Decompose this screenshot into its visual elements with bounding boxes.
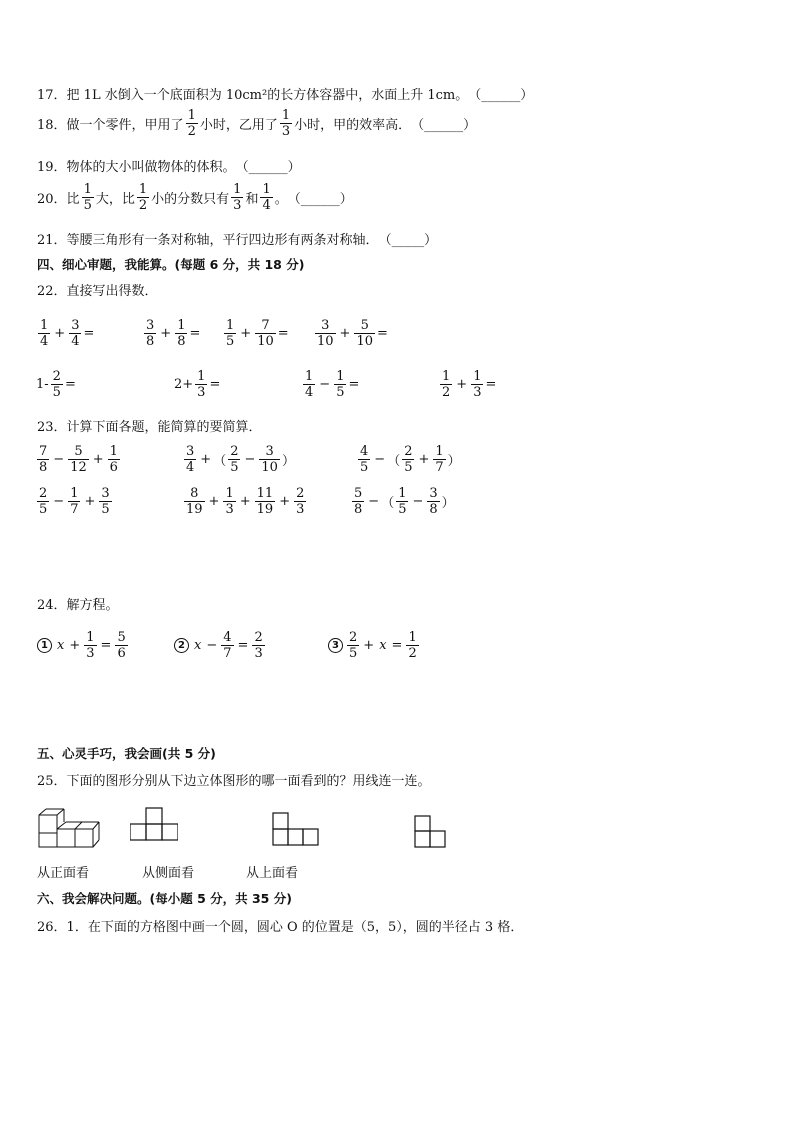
q22-item-2: $\frac{3}{8}$ + $\frac{1}{8}$ = — [146, 318, 201, 349]
q18-text-part: 做一个零件，甲用了 — [66, 118, 184, 133]
q21-text: 等腰三角形有一条对称轴，平行四边形有两条对称轴． — [66, 233, 379, 248]
q22-item-1: $\frac{1}{4}$ + $\frac{3}{4}$ = — [40, 318, 95, 349]
question-19 — [37, 156, 301, 175]
q26-number: 26． — [37, 920, 67, 935]
question-25 — [37, 770, 431, 789]
q22-item-8: $\frac{1}{2}$ + $\frac{1}{3}$ = — [442, 369, 497, 400]
question-18 — [37, 108, 476, 139]
label-front-view: 从正面看 — [37, 866, 90, 881]
q20-text-part: 比 — [66, 192, 80, 207]
question-17 — [37, 84, 533, 103]
q22-text: 直接写出得数． — [66, 284, 158, 299]
q25-text: 下面的图形分别从下边立体图形的哪一面看到的？用线连一连。 — [66, 774, 431, 789]
q20-number: 20． — [37, 192, 67, 207]
q18-answer-blank[interactable]: （______） — [411, 118, 477, 133]
question-20 — [37, 182, 353, 213]
q26-text: 1．在下面的方格图中画一个圆，圆心 O 的位置是（5，5），圆的半径占 3 格． — [66, 920, 524, 935]
view-shape-1 — [130, 806, 178, 844]
q23-expr-2: $\frac{3}{4}$ + （ $\frac{2}{5}$ − $\frac{3}{10}$ ） — [186, 444, 295, 475]
q22-item-3: $\frac{1}{5}$ + $\frac{7}{10}$ = — [226, 318, 289, 349]
q19-text: 物体的大小叫做物体的体积。 — [66, 160, 236, 175]
q22-item-6: 2+ $\frac{1}{3}$ = — [174, 369, 221, 400]
view-shape-2 — [272, 811, 320, 847]
solid-figure — [38, 806, 100, 848]
q23-expr-1: $\frac{7}{8}$ − $\frac{5}{12}$ + $\frac{1}{6}$ — [39, 444, 118, 475]
q20-text-part: 大，比 — [95, 192, 135, 207]
section-5-heading: 五、心灵手巧，我会画(共 5 分) — [37, 746, 216, 761]
section-6-heading: 六、我会解决问题。(每小题 5 分，共 35 分) — [37, 891, 292, 906]
fraction: $\frac{1}{3}$ — [281, 108, 291, 139]
q20-text-part: 小的分数只有 — [151, 192, 230, 207]
label-top-view: 从上面看 — [246, 866, 299, 881]
q24-number: 24． — [37, 598, 67, 613]
fraction: $\frac{1}{3}$ — [233, 182, 242, 213]
q23-expr-6: $\frac{5}{8}$ − （ $\frac{1}{5}$ − $\frac{3}{8}$ ） — [354, 486, 455, 517]
q25-number: 25． — [37, 774, 67, 789]
label-side-view: 从侧面看 — [142, 866, 195, 881]
q22-item-4: $\frac{3}{10}$ + $\frac{5}{10}$ = — [317, 318, 388, 349]
q24-equation-1: 1 x + $\frac{1}{3}$ = $\frac{5}{6}$ — [37, 630, 130, 661]
question-26 — [37, 916, 523, 935]
q18-text-part: 小时，乙用了 — [199, 118, 278, 133]
q23-expr-4: $\frac{2}{5}$ − $\frac{1}{7}$ + $\frac{3}{5}$ — [39, 486, 110, 517]
q24-equation-2: 2 x − $\frac{4}{7}$ = $\frac{2}{3}$ — [174, 630, 267, 661]
q23-expr-5: $\frac{8}{19}$ + $\frac{1}{3}$ + $\frac{11}{19}$ + $\frac{2}{3}$ — [186, 486, 305, 517]
q23-text: 计算下面各题，能简算的要简算． — [66, 420, 262, 435]
fraction: $\frac{1}{2}$ — [187, 108, 196, 139]
question-21 — [37, 229, 437, 248]
circled-number: 2 — [174, 638, 189, 653]
q23-number: 23． — [37, 420, 67, 435]
q21-answer-blank[interactable]: （_____） — [378, 233, 438, 248]
q23-expr-3: $\frac{4}{5}$ − （ $\frac{2}{5}$ + $\frac{1}{7}$ ） — [360, 444, 461, 475]
q18-text-part: 小时，甲的效率高． — [294, 118, 412, 133]
fraction: $\frac{1}{5}$ — [83, 182, 92, 213]
q20-text-part: 。 — [274, 192, 288, 207]
q17-answer-blank[interactable]: （______） — [468, 88, 534, 103]
q24-text: 解方程。 — [66, 598, 119, 613]
view-shape-3 — [414, 815, 448, 849]
q21-number: 21． — [37, 233, 67, 248]
q17-number: 17． — [37, 88, 67, 103]
q18-number: 18． — [37, 118, 67, 133]
q20-text-part: 和 — [245, 192, 259, 207]
q19-number: 19． — [37, 160, 67, 175]
q22-number: 22． — [37, 284, 67, 299]
q22-item-5: 1- $\frac{2}{5}$ = — [36, 369, 76, 400]
question-22 — [37, 280, 158, 299]
fraction: $\frac{1}{2}$ — [138, 182, 148, 213]
section-4-heading: 四、细心审题，我能算。(每题 6 分，共 18 分) — [37, 257, 305, 272]
q22-item-7: $\frac{1}{4}$ − $\frac{1}{5}$ = — [305, 369, 360, 400]
circled-number: 1 — [37, 638, 52, 653]
q19-answer-blank[interactable]: （______） — [235, 160, 301, 175]
q17-text: 把 1L 水倒入一个底面积为 10cm²的长方体容器中，水面上升 1cm。 — [66, 88, 469, 103]
q24-equation-3: 3 $\frac{2}{5}$ + x = $\frac{1}{2}$ — [328, 630, 421, 661]
circled-number: 3 — [328, 638, 343, 653]
q20-answer-blank[interactable]: （______） — [287, 192, 353, 207]
question-24 — [37, 594, 119, 613]
fraction: $\frac{1}{4}$ — [262, 182, 271, 213]
question-23 — [37, 416, 262, 435]
